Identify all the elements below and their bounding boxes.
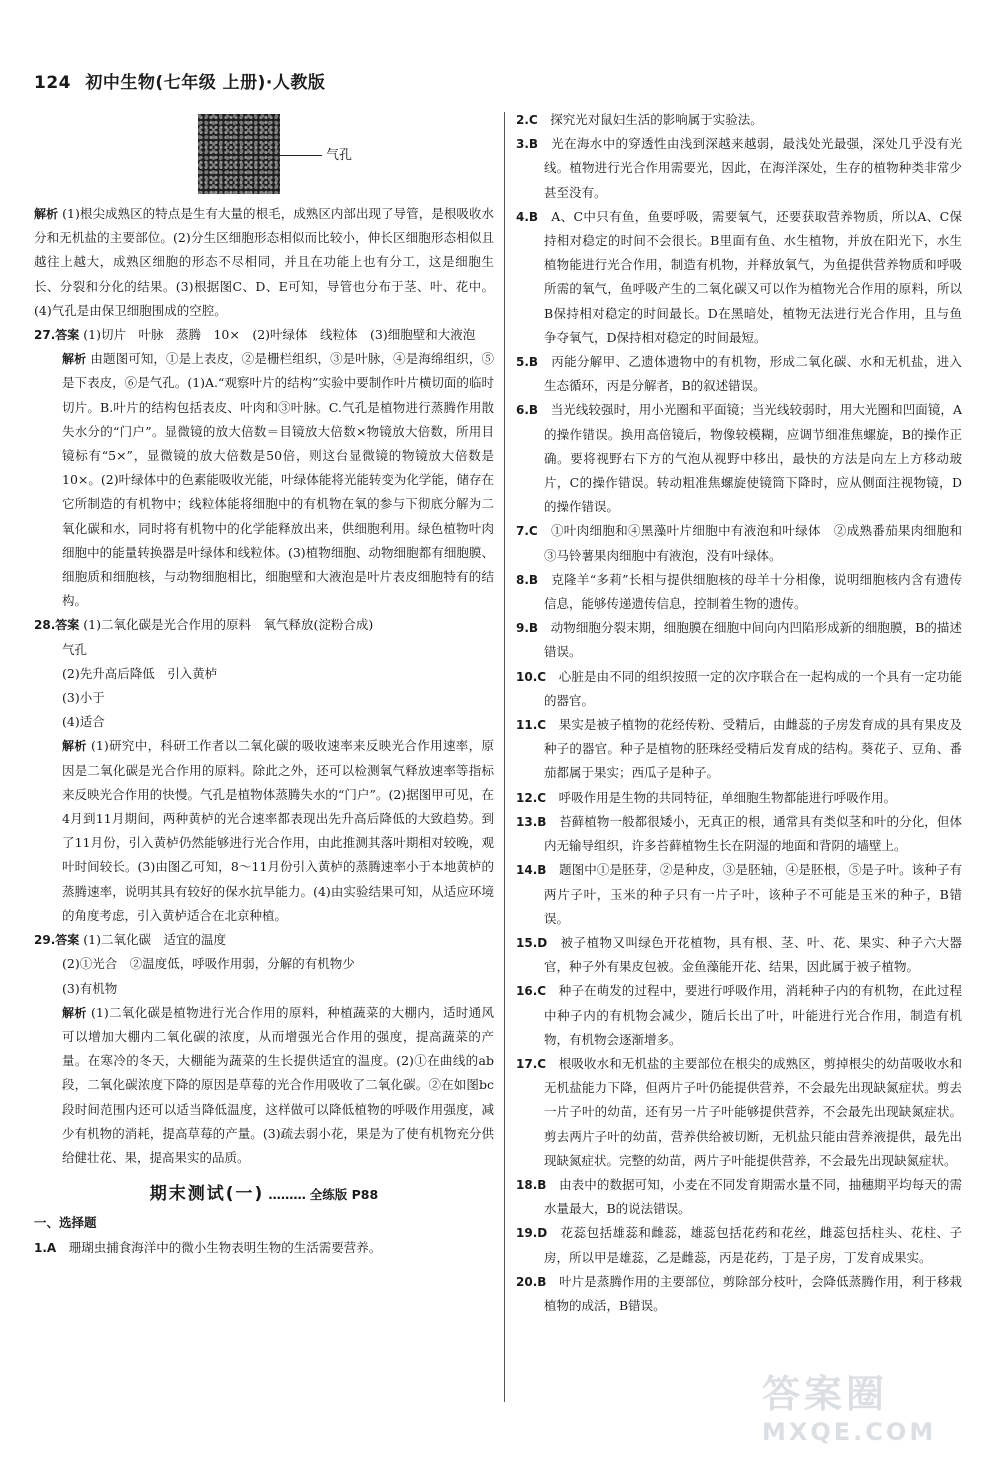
question-item <box>516 1052 962 1173</box>
question-number: 27. <box>34 328 56 343</box>
item-text: A、C中只有鱼，鱼要呼吸，需要氧气，还要获取营养物质，所以A、C保持相对稳定的时间不会很长。B里面有鱼、水生植物，并放在阳光下，水生植物能进行光合作用，制造有机物，并释放氧气，为鱼提供营养物质和呼吸所需的氧气，鱼呼吸产生的二氧化碳又可以作为植物光合作用的原料，所以B保持相对稳定的时间最长。D在黑暗处，植物无法进行光合作用，且与鱼争夺氧气，D保持相对稳定的时间最短。 <box>544 208 962 345</box>
item-number: 5.B <box>516 355 539 370</box>
item-number: 6.B <box>516 403 539 418</box>
item-text: 叶片是蒸腾作用的主要部位，剪除部分枝叶，会降低蒸腾作用，利于移栽植物的成活，B错误。 <box>544 1273 962 1313</box>
question-item <box>516 810 962 858</box>
question-item <box>516 1221 962 1269</box>
item-text: 呼吸作用是生物的共同特征，单细胞生物都能进行呼吸作用。 <box>558 789 897 805</box>
item-number: 1.A <box>34 1240 57 1255</box>
question-item <box>516 1270 962 1318</box>
analysis-label: 解析 <box>62 739 87 754</box>
section-heading: 期末测试(一) <box>149 1184 265 1205</box>
item-number: 18.B <box>516 1177 547 1192</box>
item-text: ①叶肉细胞和④黑藻叶片细胞中有液泡和叶绿体 ②成熟番茄果肉细胞和③马铃薯果肉细胞中有液泡，没有叶绿体。 <box>544 523 962 563</box>
question-item <box>516 786 962 810</box>
answer-label: 答案 <box>55 328 80 343</box>
item-number: 17.C <box>516 1056 547 1071</box>
item-number: 15.D <box>516 935 548 950</box>
q28-answer-line: (4)适合 <box>62 714 105 730</box>
analysis-text: (1)研究中，科研工作者以二氧化碳的吸收速率来反映光合作用速率，原因是二氧化碳是光合作用的原料。除此之外，还可以检测氧气释放速率等指标来反映光合作用的快慢。气孔是植物体蒸腾失水的“门户”。(2)据图甲可见，在4月到11月期间，两种黄栌的光合速率都表现出先升高后降低的大致趋势。到了11月份，引入黄栌仍然能够进行光合作用，由此推测其落叶期相对较晚，观叶时间较长。(3)由图乙可知，8～11月份引入黄栌的蒸腾速率小于本地黄栌的蒸腾速率，说明其具有较好的保水抗旱能力。(4)由实验结果可知，从适应环境的角度考虑，引入黄栌适合在北京种植。 <box>62 738 494 923</box>
item-number: 4.B <box>516 209 539 224</box>
q26-analysis <box>34 202 494 323</box>
item-text: 丙能分解甲、乙遗体遗物中的有机物，形成二氧化碳、水和无机盐，进入生态循环，丙是分解者，B的叙述错误。 <box>544 354 962 394</box>
section-title <box>34 1182 494 1207</box>
q29-analysis <box>34 1001 494 1170</box>
item-number: 11.C <box>516 718 547 733</box>
analysis-label: 解析 <box>62 1005 87 1020</box>
item-text: 由表中的数据可知，小麦在不同发育期需水量不同，抽穗期平均每天的需水量最大，B的说法错误。 <box>544 1176 962 1217</box>
page-number: 124 <box>34 73 71 93</box>
q27-analysis <box>34 347 494 613</box>
item-text: 当光线较强时，用小光圈和平面镜；当光线较弱时，用大光圈和凹面镜，A的操作错误。换用高倍镜后，物像较模糊，应调节细准焦螺旋，B的操作正确。要将视野右下方的气泡从视野中移出，最快的方法是向左上方移动玻片，C的操作错误。转动粗准焦螺旋使镜筒下降时，应从侧面注视物镜，D的操作错误。 <box>544 402 962 515</box>
question-item <box>516 132 962 205</box>
micrograph-image <box>198 114 280 194</box>
item-number: 8.B <box>516 572 539 587</box>
item-number: 2.C <box>516 113 538 127</box>
section-reference: 全练版 P88 <box>309 1187 379 1203</box>
item-text: 种子在萌发的过程中，要进行呼吸作用，消耗种子内的有机物，在此过程中种子内的有机物会减少，随后长出了叶，叶能进行光合作用，制造有机物，有机物会逐渐增多。 <box>544 983 962 1047</box>
item-number: 9.B <box>516 621 539 636</box>
item-text: 果实是被子植物的花经传粉、受精后，由雌蕊的子房发育成的具有果皮及种子的器官。种子是植物的胚珠经受精后发育成的结构。葵花子、豆角、番茄都属于果实；西瓜子是种子。 <box>544 717 962 781</box>
answer-text: (1)二氧化碳 适宜的温度 <box>83 932 226 948</box>
answer-text: (1)二氧化碳是光合作用的原料 氧气释放(淀粉合成) <box>83 617 374 633</box>
item-text: 光在海水中的穿透性由浅到深越来越弱，最浅处光最强，深处几乎没有光线。植物进行光合作用需要光，因此，在海洋深处，生存的植物种类非常少甚至没有。 <box>544 136 962 200</box>
watermark-logo <box>762 1363 972 1451</box>
watermark-title: 答案圈 <box>762 1372 889 1416</box>
analysis-text: (1)根尖成熟区的特点是生有大量的根毛，成熟区内部出现了导管，是根吸收水分和无机盐的主要部位。(2)分生区细胞形态相似而比较小，伸长区细胞形态相似且越往上越大，成熟区细胞的形态不尽相同，并且在功能上也有分工，这是细胞生长、分裂和分化的结果。(3)根据图C、D、E可知，导管也分布于茎、叶、花中。(4)气孔是由保卫细胞围成的空腔。 <box>34 206 494 318</box>
question-item <box>516 931 962 979</box>
q28-analysis <box>34 734 494 928</box>
book-title: 初中生物(七年级 上册)·人教版 <box>85 73 326 93</box>
item-text: 克隆羊“多莉”长相与提供细胞核的母羊十分相像，说明细胞核内含有遗传信息，能够传递遗传信息，控制着生物的遗传。 <box>544 571 962 612</box>
question-item <box>516 713 962 786</box>
question-item <box>516 858 962 931</box>
question-item <box>516 205 962 350</box>
answer-text: (1)切片 叶脉 蒸腾 10× (2)叶绿体 线粒体 (3)细胞壁和大液泡 <box>83 327 476 343</box>
item-number: 12.C <box>516 790 547 805</box>
analysis-label: 解析 <box>34 207 59 221</box>
question-item <box>516 568 962 616</box>
item-number: 10.C <box>516 669 547 684</box>
item-text: 被子植物又叫绿色开花植物，具有根、茎、叶、花、果实、种子六大器官，种子外有果皮包被。金鱼藻能开花、结果，因此属于被子植物。 <box>544 934 962 975</box>
question-item <box>34 1236 494 1260</box>
analysis-label: 解析 <box>62 352 87 367</box>
item-text: 探究光对鼠妇生活的影响属于实验法。 <box>550 112 763 127</box>
item-text: 珊瑚虫捕食海洋中的微小生物表明生物的生活需要营养。 <box>68 1239 382 1255</box>
question-number: 29. <box>34 933 56 948</box>
question-item <box>516 616 962 664</box>
left-column <box>34 108 494 1260</box>
item-number: 19.D <box>516 1226 548 1241</box>
watermark-url: MXQE.COM <box>762 1418 937 1446</box>
question-item <box>516 665 962 713</box>
item-text: 题图中①是胚芽，②是种皮，③是胚轴，④是胚根，⑤是子叶。该种子有两片子叶，玉米的种子只有一片子叶，该种子不可能是玉米的种子，B错误。 <box>544 862 962 926</box>
q29-answer-line: (3)有机物 <box>62 980 118 996</box>
q28-answer-line: (2)先升高后降低 引入黄栌 <box>62 665 218 681</box>
item-number: 14.B <box>516 863 547 878</box>
analysis-text: 由题图可知，①是上表皮，②是栅栏组织，③是叶脉，④是海绵组织，⑤是下表皮，⑥是气孔。(1)A.“观察叶片的结构”实验中要制作叶片横切面的临时切片。B.叶片的结构包括表皮、叶肉和③叶脉。C.气孔是植物进行蒸腾作用散失水分的“门户”。显微镜的放大倍数＝目镜放大倍数×物镜放大倍数，所用目镜标有“5×”，显微镜的放大倍数是50倍，则这台显微镜的物镜放大倍数是10×。(2)叶绿体中的色素能吸收光能，叶绿体能将光能转变为化学能，储存在它所制造的有机物中；线粒体能将细胞中的有机物在氧的参与下彻底分解为二氧化碳和水，同时将有机物中的化学能释放出来，供细胞利用。绿色植物叶肉细胞中的能量转换器是叶绿体和线粒体。(3)植物细胞、动物细胞都有细胞膜、细胞质和细胞核，与动物细胞相比，细胞壁和大液泡是叶片表皮细胞特有的结构。 <box>62 351 494 609</box>
subheading: 一、选择题 <box>34 1215 97 1231</box>
item-number: 20.B <box>516 1274 547 1289</box>
q29-answer <box>34 928 494 952</box>
item-text: 花蕊包括雄蕊和雌蕊，雄蕊包括花药和花丝，雌蕊包括柱头、花柱、子房，所以甲是雄蕊，乙是雌蕊，丙是花药，丁是子房，丁发育成果实。 <box>544 1225 962 1265</box>
section-dots: ……… <box>268 1187 306 1203</box>
question-item <box>516 1173 962 1221</box>
item-text: 动物细胞分裂末期，细胞膜在细胞中间向内凹陷形成新的细胞膜，B的描述错误。 <box>544 620 962 660</box>
item-number: 3.B <box>516 137 539 152</box>
question-item <box>516 979 962 1052</box>
right-column <box>516 108 962 1318</box>
q28-answer-line: 气孔 <box>62 641 88 657</box>
item-text: 苔藓植物一般都很矮小，无真正的根，通常具有类似茎和叶的分化，但体内无输导组织，许多苔藓植物生长在阴湿的地面和背阴的墙壁上。 <box>544 813 962 854</box>
page-header <box>34 68 325 93</box>
q29-answer-line: (2)①光合 ②温度低，呼吸作用弱，分解的有机物少 <box>62 956 355 972</box>
stomata-figure <box>198 108 494 200</box>
answer-label: 答案 <box>55 618 80 633</box>
q28-answer <box>34 613 494 637</box>
analysis-text: (1)二氧化碳是植物进行光合作用的原料，种植蔬菜的大棚内，适时通风可以增加大棚内二氧化碳的浓度，从而增强光合作用的强度，提高蔬菜的产量。在寒冷的冬天，大棚能为蔬菜的生长提供适宜的温度。(2)①在曲线的ab段，二氧化碳浓度下降的原因是草莓的光合作用吸收了二氧化碳。②在如图bc段时间范围内还可以适当降低温度，这样做可以降低植物的呼吸作用强度，减少有机物的消耗，提高草莓的产量。(3)疏去弱小花，果是为了使有机物充分供给健壮花、果，提高果实的品质。 <box>62 1004 494 1165</box>
item-number: 16.C <box>516 984 547 999</box>
q27-answer <box>34 323 494 347</box>
question-item <box>516 108 962 132</box>
answer-label: 答案 <box>55 933 80 948</box>
item-number: 7.C <box>516 524 538 539</box>
question-number: 28. <box>34 618 56 633</box>
item-text: 根吸收水和无机盐的主要部位在根尖的成熟区，剪掉根尖的幼苗吸收水和无机盐能力下降，但两片子叶仍能提供营养，不会最先出现缺氮症状。剪去一片子叶的幼苗，还有另一片子叶能够提供营养，不会最先出现缺氮症状。剪去两片子叶的幼苗，营养供给被切断，无机盐只能由营养液提供，最先出现缺氮症状。完整的幼苗，两片子叶能提供营养，不会最先出现缺氮症状。 <box>544 1055 962 1168</box>
question-item <box>516 398 962 519</box>
figure-label: 气孔 <box>326 148 353 163</box>
item-number: 13.B <box>516 814 547 829</box>
question-item <box>516 519 962 567</box>
item-text: 心脏是由不同的组织按照一定的次序联合在一起构成的一个具有一定功能的器官。 <box>544 668 962 708</box>
q28-answer-line: (3)小于 <box>62 690 105 706</box>
callout-line <box>276 155 322 156</box>
question-item <box>516 350 962 398</box>
column-divider <box>504 112 505 1402</box>
